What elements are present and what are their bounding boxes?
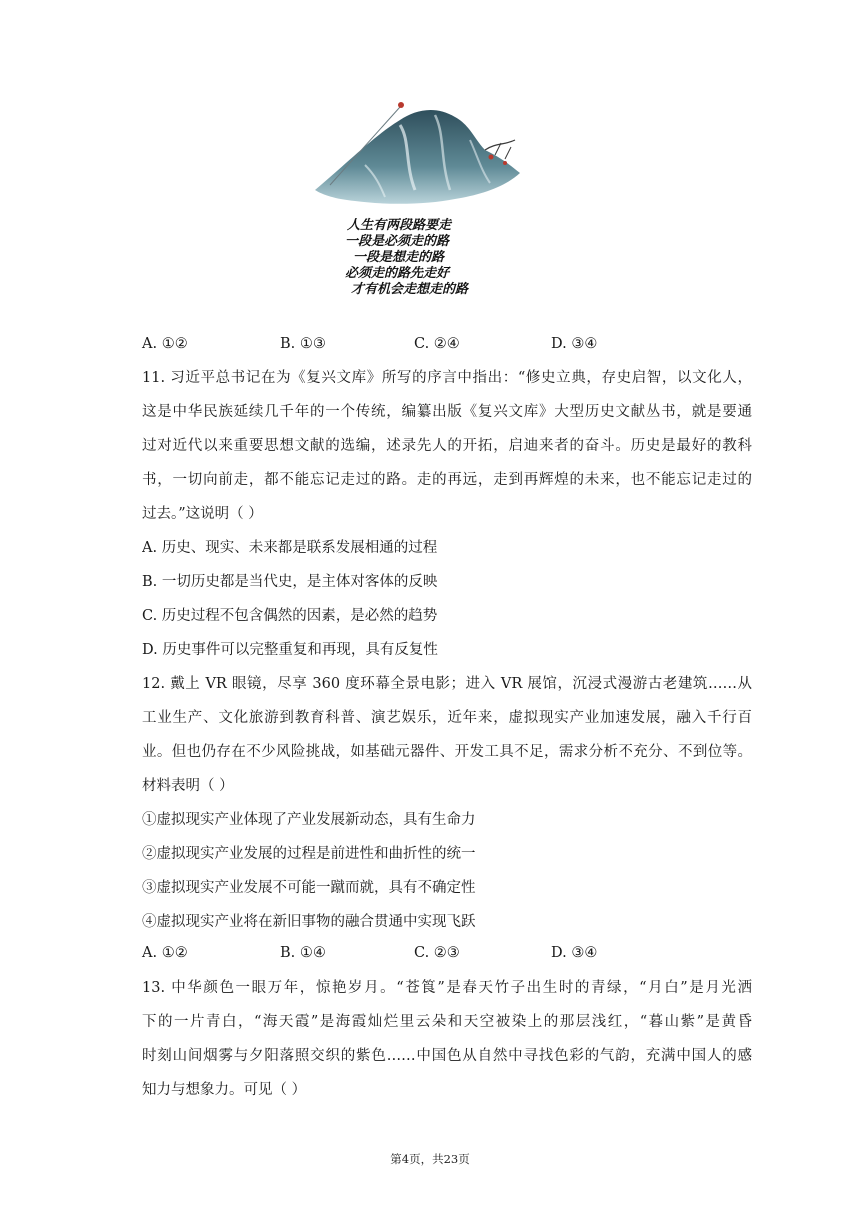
statement-4: ④虚拟现实产业将在新旧事物的融合贯通中实现飞跃	[142, 914, 476, 930]
question-text-line: 12. 戴上 VR 眼镜，尽享 360 度环幕全景电影；进入 VR 展馆，沉浸式漫游古老建筑……从	[142, 676, 752, 692]
question-text-line: 11. 习近平总书记在为《复兴文库》所写的序言中指出：“修史立典，存史启智，以文化人，	[142, 370, 752, 386]
choice-c[interactable]: C. 历史过程不包含偶然的因素，是必然的趋势	[142, 608, 438, 624]
option-b[interactable]: B. ①④	[280, 945, 326, 961]
question-13	[142, 971, 752, 1107]
q10-options	[142, 336, 762, 364]
option-d[interactable]: D. ③④	[551, 336, 598, 352]
question-text-line: 材料表明（ ）	[142, 778, 234, 794]
poem-line: 一段是必须走的路	[345, 234, 450, 249]
question-text-line: 工业生产、文化旅游到教育科普、演艺娱乐，近年来，虚拟现实产业加速发展，融入千行百	[142, 710, 752, 726]
question-text-line: 13. 中华颜色一眼万年，惊艳岁月。“苍筤”是春天竹子出生时的青绿，“月白”是月光洒	[142, 980, 752, 996]
question-11	[142, 361, 752, 667]
statement-1: ①虚拟现实产业体现了产业发展新动态，具有生命力	[142, 812, 476, 828]
question-text-line: 过去。”这说明（ ）	[142, 506, 263, 522]
statement-3: ③虚拟现实产业发展不可能一蹴而就，具有不确定性	[142, 880, 476, 896]
question-12	[142, 667, 752, 939]
choice-d[interactable]: D. 历史事件可以完整重复和再现，具有反复性	[142, 642, 438, 658]
poem-line: 必须走的路先走好	[345, 266, 450, 281]
statement-2: ②虚拟现实产业发展的过程是前进性和曲折性的统一	[142, 846, 476, 862]
question-text-line: 知力与想象力。可见（ ）	[142, 1082, 307, 1098]
choice-a[interactable]: A. 历史、现实、未来都是联系发展相通的过程	[142, 540, 438, 556]
option-b[interactable]: B. ①③	[280, 336, 326, 352]
question-text-line: 时刻山间烟雾与夕阳落照交织的紫色……中国色从自然中寻找色彩的气韵，充满中国人的感	[142, 1048, 752, 1064]
question-text-line: 下的一片青白，“海天霞”是海霞灿烂里云朵和天空被染上的那层浅红，“暮山紫”是黄昏	[142, 1014, 752, 1030]
mountain-painting	[305, 95, 545, 225]
question-text-line: 过对近代以来重要思想文献的选编，述录先人的开拓，启迪来者的奋斗。历史是最好的教科	[142, 438, 752, 454]
question-text-line: 业。但也仍存在不少风险挑战，如基础元器件、开发工具不足，需求分析不充分、不到位等。	[142, 744, 752, 760]
option-a[interactable]: A. ①②	[142, 945, 188, 961]
poem-line: 才有机会走想走的路	[351, 282, 469, 297]
option-c[interactable]: C. ②③	[414, 945, 460, 961]
option-a[interactable]: A. ①②	[142, 336, 188, 352]
illustration-poem	[345, 218, 545, 298]
option-d[interactable]: D. ③④	[551, 945, 598, 961]
question-text-line: 这是中华民族延续几千年的一个传统，编纂出版《复兴文库》大型历史文献丛书，就是要通	[142, 404, 752, 420]
poem-line: 人生有两段路要走	[347, 218, 452, 233]
option-c[interactable]: C. ②④	[414, 336, 460, 352]
question-text-line: 书，一切向前走，都不能忘记走过的路。走的再远，走到再辉煌的未来，也不能忘记走过的	[142, 472, 752, 488]
q12-options	[142, 945, 762, 973]
choice-b[interactable]: B. 一切历史都是当代史，是主体对客体的反映	[142, 574, 438, 590]
page-number: 第4页，共23页	[390, 1152, 470, 1166]
poem-line: 一段是想走的路	[353, 250, 445, 265]
